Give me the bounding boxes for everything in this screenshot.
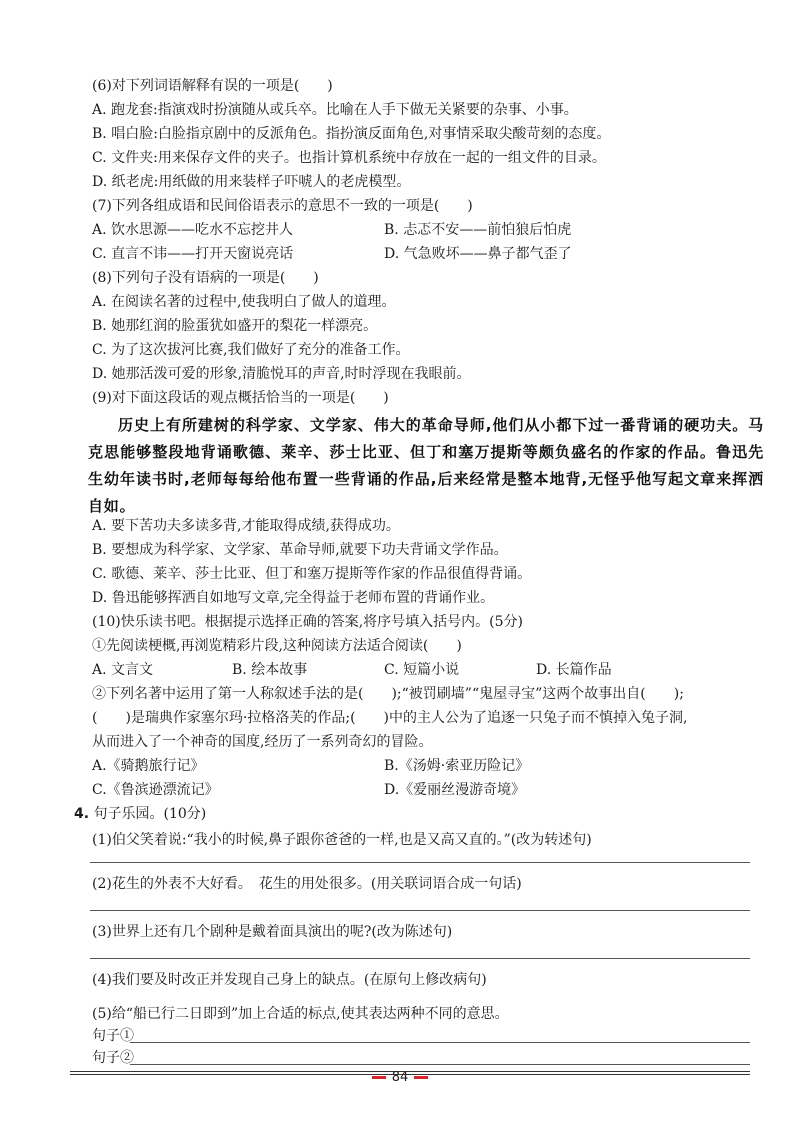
q4-sentence2-label: 句子② bbox=[92, 1050, 134, 1066]
q10-sub1: ①先阅读梗概,再浏览精彩片段,这种阅读方法适合阅读( ) bbox=[92, 638, 462, 654]
q7-option-a: A. 饮水思源——吃水不忘挖井人 bbox=[92, 222, 294, 238]
page-number-right-dash bbox=[414, 1076, 428, 1079]
q10-sub1-option-c: C. 短篇小说 bbox=[384, 662, 460, 678]
page-number-text: 84 bbox=[391, 1070, 409, 1085]
q10-option-b: B.《汤姆·索亚历险记》 bbox=[384, 758, 530, 774]
section-4-heading bbox=[74, 804, 206, 824]
q9-option-c: C. 歌德、莱辛、莎士比亚、但丁和塞万提斯等作家的作品很值得背诵。 bbox=[92, 566, 532, 582]
q10-sub2-line3: 从而进入了一个神奇的国度,经历了一系列奇幻的冒险。 bbox=[92, 734, 433, 750]
q7-option-c: C. 直言不讳——打开天窗说亮话 bbox=[92, 246, 294, 262]
q9-passage bbox=[88, 412, 764, 520]
q4-s4-prompt: (4)我们要及时改正并发现自己身上的缺点。(在原句上修改病句) bbox=[92, 972, 487, 988]
page-number bbox=[0, 1070, 800, 1085]
q9-passage-text: 历史上有所建树的科学家、文学家、伟大的革命导师,他们从小都下过一番背诵的硬功夫。马克思能够整段地背诵歌德、莱辛、莎士比亚、但丁和塞万提斯等颇负盛名的作家的作品。鲁迅先生幼年读书时,老师每每给他布置一些背诵的作品,后来经常是整本地背,无怪乎他写起文章来挥洒自如。 bbox=[88, 416, 764, 515]
q4-s5-prompt: (5)给“船已行二日即到”加上合适的标点,使其表达两种不同的意思。 bbox=[92, 1006, 509, 1022]
q8-stem: (8)下列句子没有语病的一项是( ) bbox=[92, 270, 319, 286]
q10-sub2-line2: ( )是瑞典作家塞尔玛·拉格洛芙的作品;( )中的主人公为了追逐一只兔子而不慎掉入兔子洞, bbox=[92, 710, 688, 726]
q10-sub1-option-b: B. 绘本故事 bbox=[232, 662, 308, 678]
q4-sentence1-answer-line[interactable] bbox=[130, 1042, 750, 1043]
q4-s2-prompt: (2)花生的外表不大好看。 花生的用处很多。(用关联词语合成一句话) bbox=[92, 876, 522, 892]
q10-sub1-option-d: D. 长篇作品 bbox=[536, 662, 612, 678]
q7-option-d: D. 气急败坏——鼻子都气歪了 bbox=[384, 246, 572, 262]
q8-option-d: D. 她那活泼可爱的形象,清脆悦耳的声音,时时浮现在我眼前。 bbox=[92, 366, 471, 382]
q4-s1-answer-line[interactable] bbox=[90, 862, 750, 863]
q9-option-b: B. 要想成为科学家、文学家、革命导师,就要下功夫背诵文学作品。 bbox=[92, 542, 508, 558]
section-4-title: 句子乐园。(10分) bbox=[93, 806, 207, 822]
q4-s3-prompt: (3)世界上还有几个剧种是戴着面具演出的呢?(改为陈述句) bbox=[92, 924, 453, 940]
section-4-number: 4. bbox=[74, 806, 90, 822]
q8-option-a: A. 在阅读名著的过程中,使我明白了做人的道理。 bbox=[92, 294, 396, 310]
q9-option-d: D. 鲁迅能够挥洒自如地写文章,完全得益于老师布置的背诵作业。 bbox=[92, 590, 495, 606]
q7-option-b: B. 忐忑不安——前怕狼后怕虎 bbox=[384, 222, 572, 238]
q4-s3-answer-line[interactable] bbox=[90, 958, 750, 959]
q9-option-a: A. 要下苦功夫多读多背,才能取得成绩,获得成功。 bbox=[92, 518, 400, 534]
q10-sub2-line1: ②下列名著中运用了第一人称叙述手法的是( );“被罚刷墙”“鬼屋寻宝”这两个故事出自( ); bbox=[92, 686, 684, 702]
page-number-left-dash bbox=[372, 1076, 386, 1079]
q6-option-d: D. 纸老虎:用纸做的用来装样子吓唬人的老虎模型。 bbox=[92, 174, 411, 190]
q6-option-b: B. 唱白脸:白脸指京剧中的反派角色。指扮演反面角色,对事情采取尖酸苛刻的态度。 bbox=[92, 126, 611, 142]
q4-sentence1-label: 句子① bbox=[92, 1028, 134, 1044]
q4-sentence2-answer-line[interactable] bbox=[130, 1064, 750, 1065]
q8-option-b: B. 她那红润的脸蛋犹如盛开的梨花一样漂亮。 bbox=[92, 318, 378, 334]
q10-sub1-option-a: A. 文言文 bbox=[92, 662, 154, 678]
q10-option-d: D.《爱丽丝漫游奇境》 bbox=[384, 782, 526, 798]
q6-option-c: C. 文件夹:用来保存文件的夹子。也指计算机系统中存放在一起的一组文件的目录。 bbox=[92, 150, 606, 166]
q10-option-c: C.《鲁滨逊漂流记》 bbox=[92, 782, 219, 798]
q4-s1-prompt: (1)伯父笑着说:“我小的时候,鼻子跟你爸爸的一样,也是又高又直的。”(改为转述句) bbox=[92, 832, 592, 848]
q10-stem: (10)快乐读书吧。根据提示选择正确的答案,将序号填入括号内。(5分) bbox=[92, 614, 524, 630]
q6-stem: (6)对下列词语解释有误的一项是( ) bbox=[92, 78, 333, 94]
q8-option-c: C. 为了这次拔河比赛,我们做好了充分的准备工作。 bbox=[92, 342, 410, 358]
q10-option-a: A.《骑鹅旅行记》 bbox=[92, 758, 205, 774]
q7-stem: (7)下列各组成语和民间俗语表示的意思不一致的一项是( ) bbox=[92, 198, 473, 214]
q4-s2-answer-line[interactable] bbox=[90, 910, 750, 911]
q9-stem: (9)对下面这段话的观点概括恰当的一项是( ) bbox=[92, 390, 389, 406]
q6-option-a: A. 跑龙套:指演戏时扮演随从或兵卒。比喻在人手下做无关紧要的杂事、小事。 bbox=[92, 102, 578, 118]
